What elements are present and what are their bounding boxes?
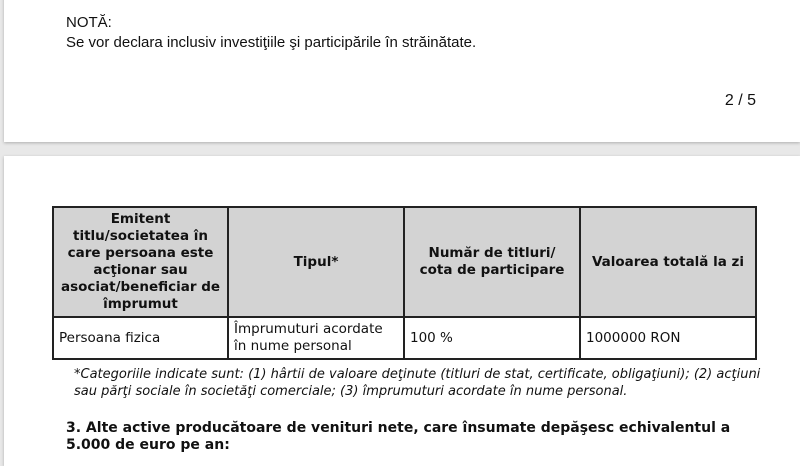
cell-total-value xyxy=(580,317,756,359)
table-footnote: *Categoriile indicate sunt: (1) hârtii de valoare deţinute (titluri de stat, certificate, obligaţiuni); (2) acţiuni sau părţi sociale în societăţi comerciale; (3) împrumuturi acordate în nume personal. xyxy=(74,367,761,399)
document-page-3 xyxy=(4,156,800,466)
table-row xyxy=(53,317,756,359)
header-type-label: Tipul* xyxy=(293,253,339,270)
page-number: 2 / 5 xyxy=(724,92,756,109)
cell-share-count xyxy=(404,317,580,359)
header-issuer xyxy=(53,207,228,317)
cell-total-value-value: 1000000 RON xyxy=(586,329,681,346)
header-type xyxy=(228,207,404,317)
document-page-2 xyxy=(4,0,800,142)
table-header-row xyxy=(53,207,756,317)
investments-table xyxy=(52,206,757,360)
header-issuer-label: Emitent titlu/societatea în care persoana este acţionar sau asociat/beneficiar de împrumut xyxy=(60,211,221,312)
section-heading: 3. Alte active producătoare de venituri nete, care însumate depăşesc echivalentul a 5.000 de euro pe an: xyxy=(66,420,731,453)
header-share-count xyxy=(404,207,580,317)
header-total-value xyxy=(580,207,756,317)
note-heading: NOTĂ: xyxy=(66,14,112,31)
header-total-value-label: Valoarea totală la zi xyxy=(591,253,745,270)
note-text: Se vor declara inclusiv investiţiile şi participările în străinătate. xyxy=(66,34,477,51)
header-share-count-label: Număr de titluri/ cota de participare xyxy=(419,245,565,278)
cell-issuer-value: Persoana fizica xyxy=(59,329,161,346)
cell-share-count-value: 100 % xyxy=(410,329,453,346)
cell-type-value: Împrumuturi acordate în nume personal xyxy=(234,321,383,354)
cell-type xyxy=(228,317,404,359)
cell-issuer xyxy=(53,317,228,359)
